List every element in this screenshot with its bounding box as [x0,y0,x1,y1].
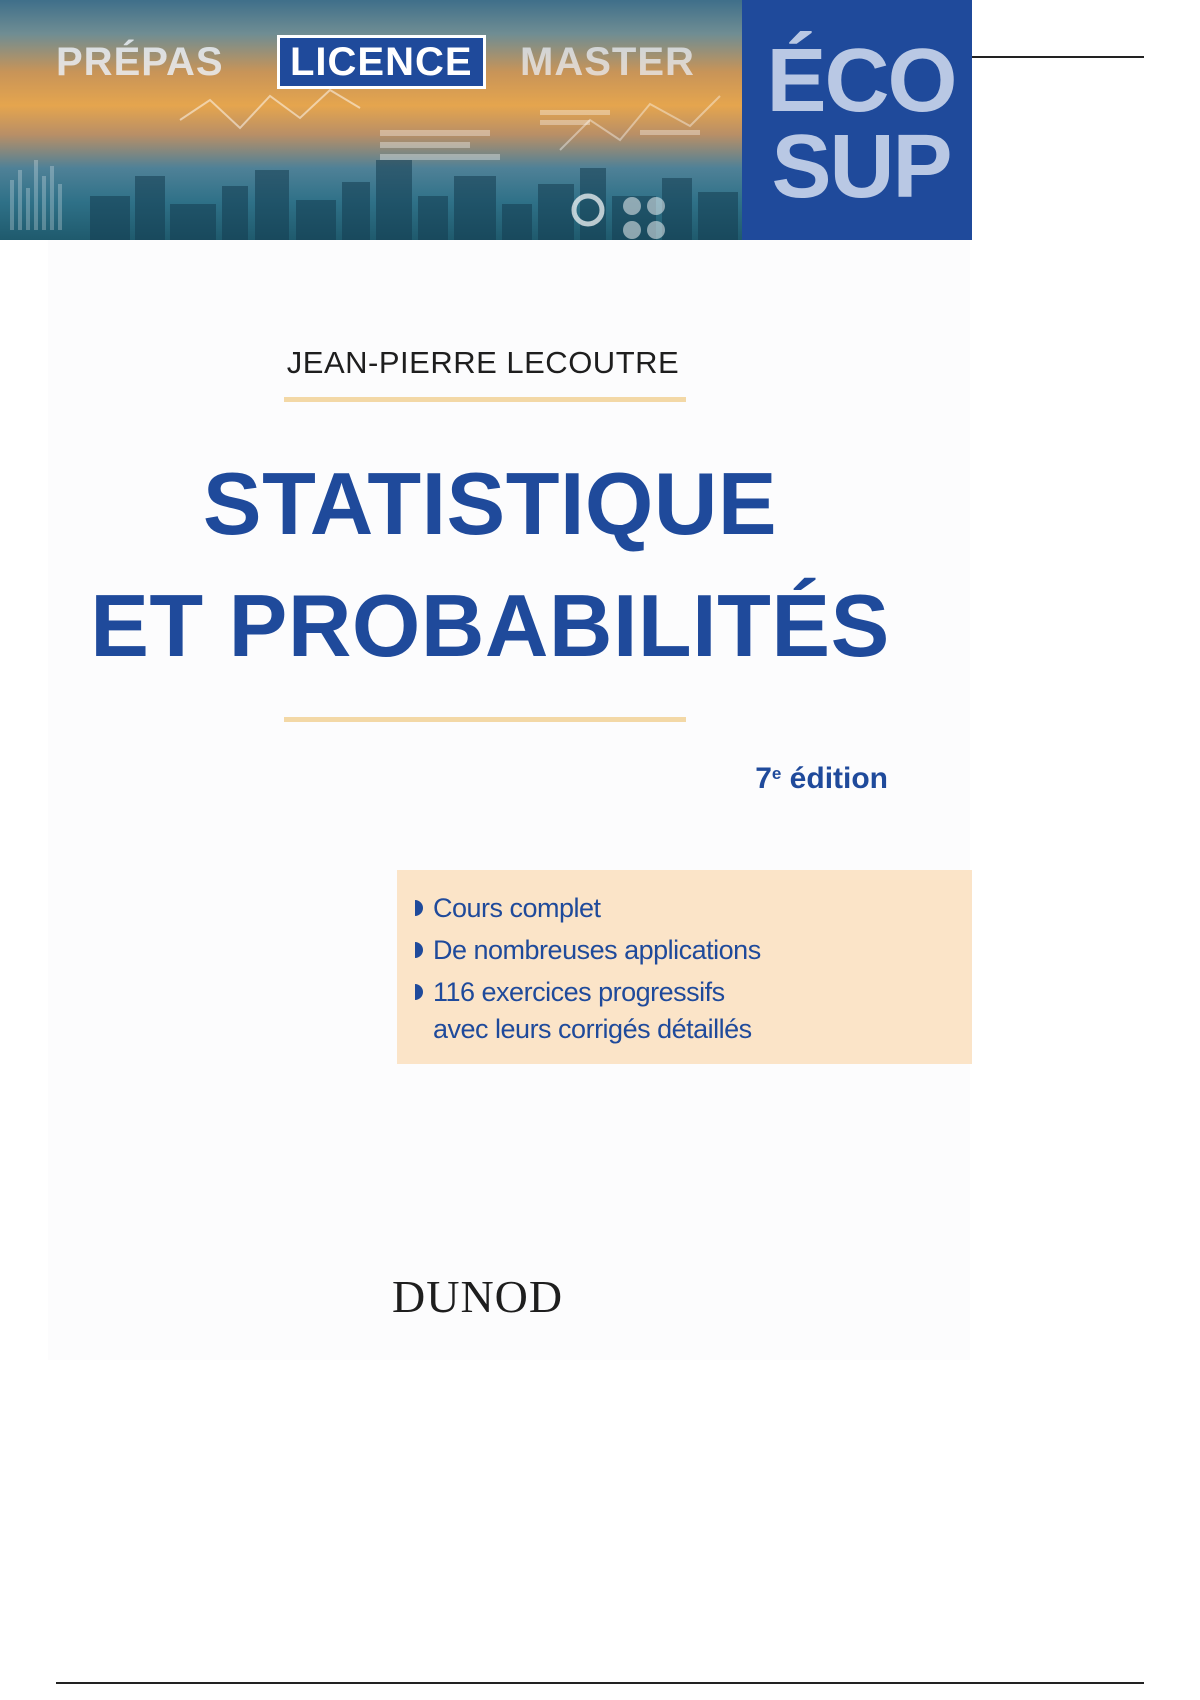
top-divider-line [972,56,1144,58]
collection-logo [742,0,972,240]
gold-divider-bottom [284,717,686,722]
edition-word: édition [781,762,888,795]
bullet-icon [415,900,423,916]
feature-text: 116 exercices progressifs avec leurs corrigés détaillés [433,977,752,1044]
author-name: JEAN-PIERRE LECOUTRE [286,345,680,380]
edition-number: 7 [755,762,772,795]
publisher-logo: DUNOD [392,1271,564,1322]
feature-text: De nombreuses applications [433,935,761,965]
tier-label-prepas: PRÉPAS [56,40,224,84]
gold-divider-top [284,397,686,402]
book-title-line2: ET PROBABILITÉS [90,576,890,675]
features-box [397,870,972,1064]
cover-panel [48,240,970,1360]
bullet-icon [415,942,423,958]
book-title-line1: STATISTIQUE [202,454,778,553]
feature-text: Cours complet [433,893,601,923]
cover-banner-image [0,0,742,240]
edition-ordinal-suffix: e [771,764,782,783]
bullet-icon [415,984,423,1000]
collection-logo-line1: ÉCO [766,31,956,131]
tier-label-licence-highlighted: LICENCE [277,35,486,89]
bottom-divider-line [56,1682,1144,1684]
edition-label [755,762,888,796]
collection-logo-line2: SUP [771,117,951,217]
tier-label-master: MASTER [520,40,695,84]
